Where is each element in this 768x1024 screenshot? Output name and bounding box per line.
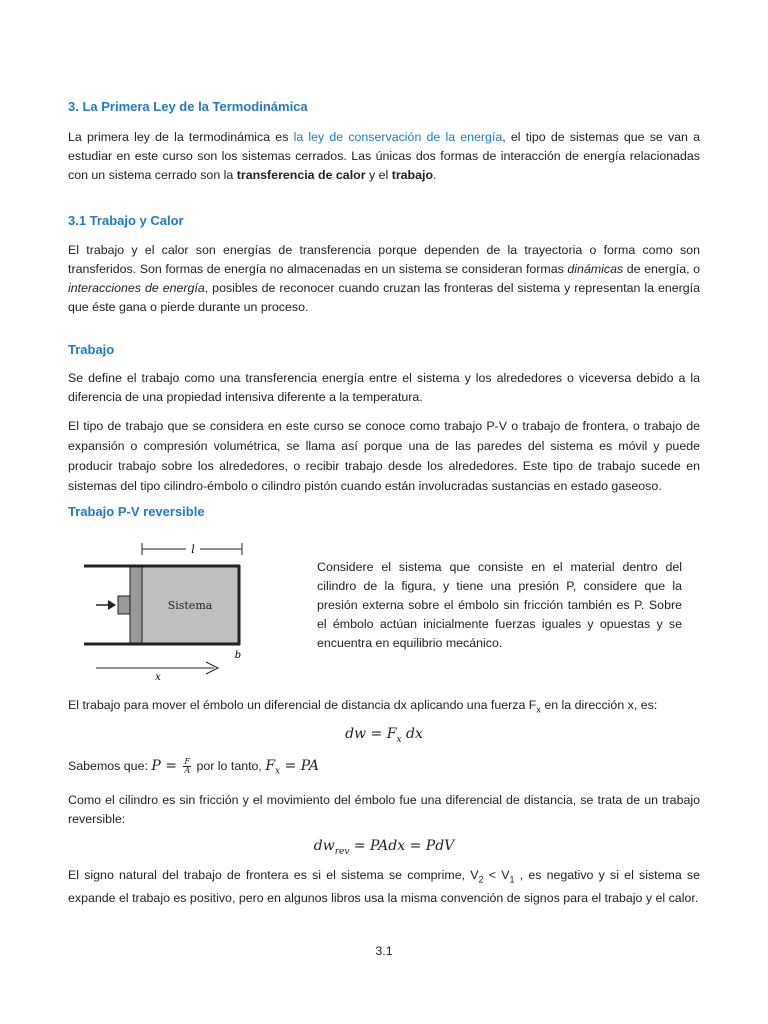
force-paragraph	[68, 696, 700, 719]
eq1-part: dw = F	[345, 726, 397, 742]
fx-symbol: F	[265, 758, 276, 774]
work-heat-paragraph	[68, 241, 700, 317]
fx-subscript: x	[275, 766, 281, 777]
reversible-paragraph: Como el cilindro es sin fricción y el movimiento del émbolo fue una diferencial de distancia, se trata de un trabajo reversible:	[68, 793, 700, 826]
trabajo-heading: Trabajo	[68, 342, 115, 357]
figure-description: Considere el sistema que consiste en el material dentro del cilindro de la figura, y tiene una presión P, considere que la presión externa sobre el émbolo sin fricción también es P. Sobre el émbolo actúan inicialmente fuerzas iguales y opuestas y se encuentra en equilibrio mecánico.	[317, 560, 682, 650]
force-subscript: x	[536, 704, 541, 715]
bold-heat-transfer: transferencia de calor	[236, 168, 366, 182]
trabajo-definition: Se define el trabajo como una transferencia energía entre el sistema y los alrededores o viceversa debido a la diferencia de una propiedad intensiva diferente a la temperatura.	[68, 371, 700, 404]
eq2-part: dw	[313, 838, 335, 854]
force-text: El trabajo para mover el émbolo un diferencial de distancia dx aplicando una fuerza F	[68, 698, 537, 712]
intro-text: .	[433, 168, 437, 182]
intro-text: , el tipo de sistemas que se van a estudiar en este curso son los sistemas cerrados. Las únicas dos formas de interacción de energía relacionadas con un sistema cerrado son la	[68, 130, 700, 182]
eq1-subscript: x	[396, 734, 402, 745]
label-sistema: Sistema	[167, 599, 213, 612]
por-lo-tanto-text: por lo tanto,	[196, 759, 266, 773]
v2-subscript: 2	[478, 874, 484, 885]
pv-heading: Trabajo P-V reversible	[68, 504, 205, 519]
sabemos-line	[68, 756, 319, 781]
italic-interactions: interacciones de energía	[68, 281, 205, 295]
sign-text: < V	[483, 868, 510, 882]
page-number: 3.1	[375, 944, 393, 958]
sabemos-label: Sabemos que:	[68, 759, 152, 773]
energy-conservation-link[interactable]: la ley de conservación de la energía	[293, 130, 503, 144]
pressure-symbol: P =	[151, 758, 182, 774]
force-arrowhead	[108, 600, 116, 610]
fraction-denominator: A	[184, 766, 191, 776]
label-l: l	[191, 543, 195, 556]
fraction-numerator: F	[184, 757, 190, 767]
italic-dynamic: dinámicas	[567, 262, 624, 276]
piston-rod	[118, 596, 130, 614]
equation-dw-rev	[0, 838, 768, 857]
piston-cylinder-figure	[80, 538, 270, 683]
sign-text: , es negativo y si el sistema se expande el trabajo es positivo, pero en algunos libros usa la misma convención de signos para el trabajo y el calor.	[68, 868, 701, 906]
v1-subscript: 1	[509, 874, 515, 885]
force-text: en la dirección x, es:	[540, 698, 658, 712]
label-b: b	[234, 650, 242, 661]
sign-paragraph	[68, 866, 700, 908]
eq2-subscript: rev	[334, 846, 350, 857]
equation-dw	[0, 726, 768, 745]
section-heading: 3. La Primera Ley de la Termodinámica	[68, 99, 308, 114]
paragraph-text: , posibles de reconocer cuando cruzan las fronteras del sistema y representan la energía que éste gana o pierde durante un proceso.	[68, 281, 700, 314]
intro-text: y el	[365, 168, 392, 182]
trabajo-pv-paragraph: El tipo de trabajo que se considera en este curso se conoce como trabajo P-V o trabajo de frontera, o trabajo de expansión o compresión volumétrica, se llama así porque una de las paredes del sistema es móvil y puede producir trabajo sobre los alrededores, o recibir trabajo desde los alrededores. Este tipo de trabajo sucede en sistemas del tipo cilindro-émbolo o cilindro pistón cuando están involucradas sustancias en estado gaseoso.	[68, 419, 700, 493]
paragraph-text: de energía, o	[623, 262, 701, 276]
subsection-heading: 3.1 Trabajo y Calor	[68, 213, 184, 228]
eq2-part: = PAdx = PdV	[349, 838, 455, 854]
fraction-f-over-a	[183, 758, 191, 775]
fx-equation: = PA	[280, 758, 320, 774]
bold-work: trabajo	[391, 168, 434, 182]
sign-text: El signo natural del trabajo de frontera es si el sistema se comprime, V	[68, 868, 479, 882]
piston	[130, 566, 142, 644]
label-x: x	[155, 672, 161, 683]
eq1-part: dx	[401, 726, 423, 742]
intro-paragraph	[68, 128, 700, 185]
paragraph-text: El trabajo y el calor son energías de transferencia porque dependen de la trayectoria o forma como son transferidos. Son formas de energía no almacenadas en un sistema se consideran formas	[68, 243, 700, 276]
intro-text: La primera ley de la termodinámica es	[68, 130, 294, 144]
